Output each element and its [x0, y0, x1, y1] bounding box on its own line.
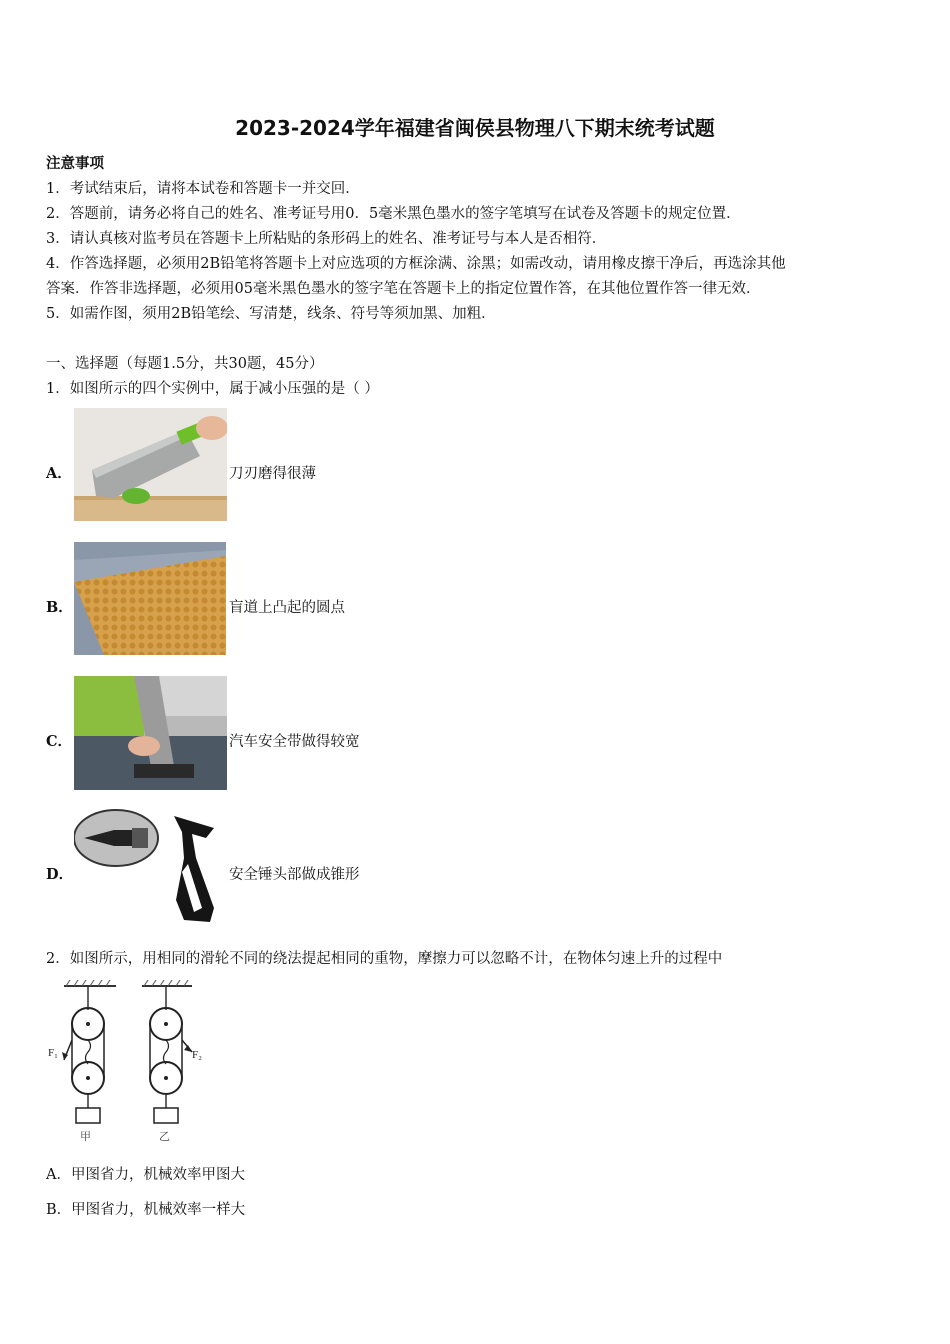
- option-b-text: 盲道上凸起的圆点: [229, 600, 345, 616]
- knife-image: [74, 408, 227, 521]
- option-a-letter: A．: [46, 465, 72, 482]
- notice-item-4: 4．作答选择题，必须用2B铅笔将答题卡上对应选项的方框涂满、涂黑；如需改动，请用橡皮擦干净后，再选涂其他: [46, 256, 786, 272]
- force-label-f1: F₁: [48, 1047, 58, 1059]
- question-2-stem: 2．如图所示，用相同的滑轮不同的绕法提起相同的重物，摩擦力可以忽略不计，在物体匀速上升的过程中: [46, 951, 723, 967]
- question-1-stem: 1．如图所示的四个实例中，属于减小压强的是（ ）: [46, 381, 379, 397]
- notice-item-4-cont: 答案．作答非选择题，必须用05毫米黑色墨水的签字笔在答题卡上的指定位置作答，在其他位置作答一律无效．: [46, 281, 761, 297]
- q2-option-b: B．甲图省力，机械效率一样大: [46, 1202, 246, 1218]
- seat-belt-image: [74, 676, 227, 790]
- section-heading: 一、选择题（每题1.5分，共30题，45分）: [46, 356, 324, 372]
- page-title: 2023-2024学年福建省闽侯县物理八下期末统考试题: [235, 116, 715, 140]
- force-label-f2: F₂: [192, 1049, 202, 1061]
- notice-item-1: 1．考试结束后，请将本试卷和答题卡一并交回．: [46, 181, 360, 197]
- option-d-letter: D．: [46, 866, 74, 883]
- notice-heading: 注意事项: [46, 155, 104, 172]
- tactile-paving-image: [74, 542, 226, 655]
- notice-item-3: 3．请认真核对监考员在答题卡上所粘贴的条形码上的姓名、准考证号与本人是否相符．: [46, 231, 607, 247]
- option-b-letter: B．: [46, 599, 73, 616]
- q2-option-a: A．甲图省力，机械效率甲图大: [46, 1167, 245, 1183]
- safety-hammer-image: [74, 808, 226, 926]
- notice-item-2: 2．答题前，请务必将自己的姓名、准考证号用0．5毫米黑色墨水的签字笔填写在试卷及答题卡的规定位置．: [46, 206, 741, 222]
- figure-label-left: 甲: [80, 1130, 91, 1143]
- option-c-text: 汽车安全带做得较宽: [229, 734, 360, 750]
- option-a-text: 刀刃磨得很薄: [229, 466, 316, 482]
- notice-item-5: 5．如需作图，须用2B铅笔绘、写清楚，线条、符号等须加黑、加粗．: [46, 306, 496, 322]
- figure-label-right: 乙: [159, 1130, 170, 1143]
- option-c-letter: C．: [46, 733, 73, 750]
- option-d-text: 安全锤头部做成锥形: [229, 867, 360, 883]
- pulley-diagram: [44, 980, 224, 1145]
